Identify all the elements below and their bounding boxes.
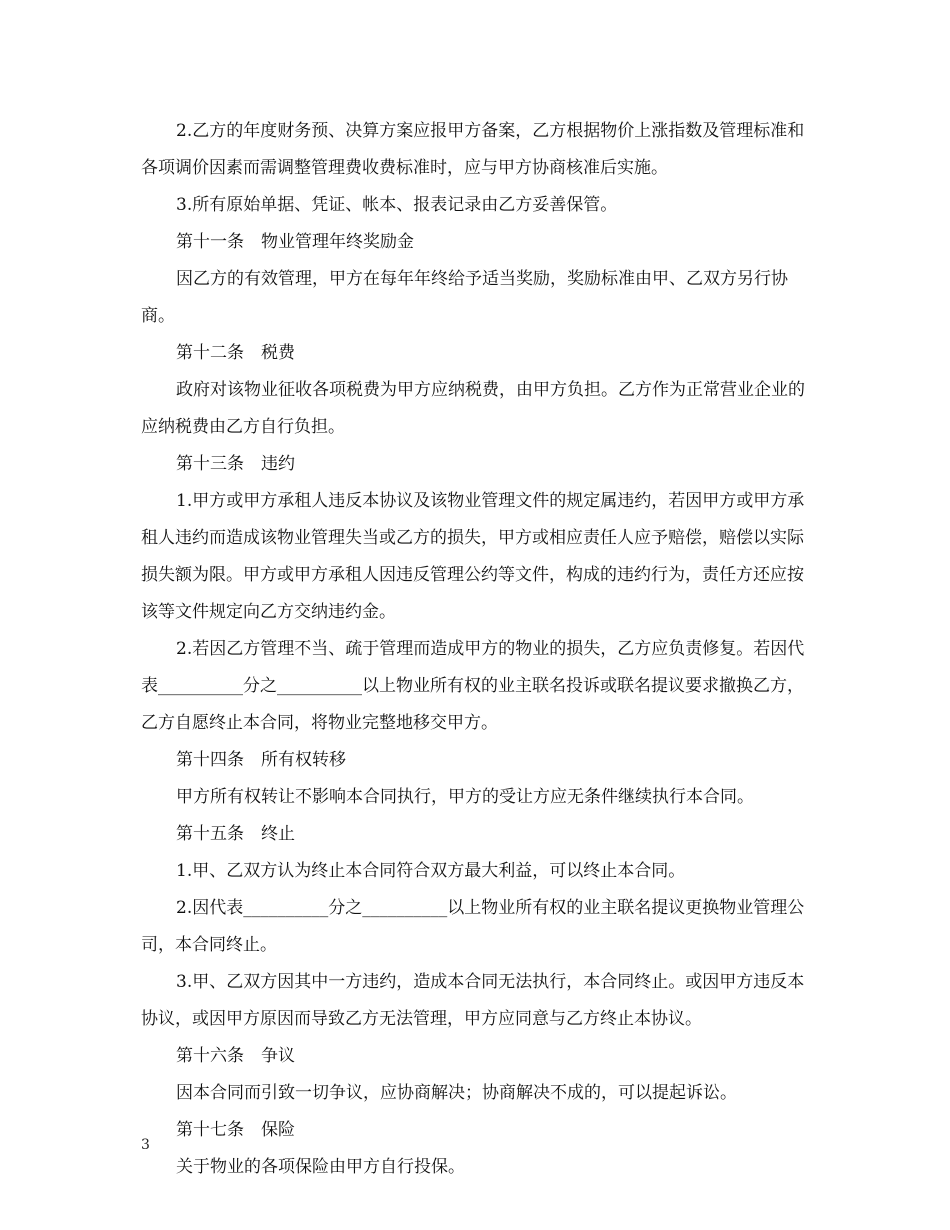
paragraph-15-1: 1.甲、乙双方认为终止本合同符合双方最大利益，可以终止本合同。	[176, 861, 686, 881]
article-13-heading: 第十三条 违约	[176, 454, 295, 474]
paragraph-14-body: 甲方所有权转让不影响本合同执行，甲方的受让方应无条件继续执行本合同。	[176, 787, 754, 807]
paragraph-13-1: 1.甲方或甲方承租人违反本协议及该物业管理文件的规定属违约，若因甲方或甲方承租人违约而造成该物业管理失当或乙方的损失，甲方或相应责任人应予赔偿，赔偿以实际损失额为限。甲方或甲方承租人因违反管理公约等文件，构成的违约行为，责任方还应按该等文件规定向乙方交纳违约金。	[141, 491, 805, 622]
article-15-heading: 第十五条 终止	[176, 824, 295, 844]
paragraph-12-body: 政府对该物业征收各项税费为甲方应纳税费，由甲方负担。乙方作为正常营业企业的应纳税费由乙方自行负担。	[141, 380, 805, 437]
paragraph-11-body: 因乙方的有效管理，甲方在每年年终给予适当奖励，奖励标准由甲、乙双方另行协商。	[141, 269, 788, 326]
article-17-heading: 第十七条 保险	[176, 1120, 295, 1140]
document-body	[141, 113, 813, 1186]
paragraph-10-2: 2.乙方的年度财务预、决算方案应报甲方备案，乙方根据物价上涨指数及管理标准和各项调价因素而需调整管理费收费标准时，应与甲方协商核准后实施。	[141, 121, 805, 178]
article-11-heading: 第十一条 物业管理年终奖励金	[176, 232, 414, 252]
paragraph-15-3: 3.甲、乙双方因其中一方违约，造成本合同无法执行，本合同终止。或因甲方违反本协议，或因甲方原因而导致乙方无法管理，甲方应同意与乙方终止本协议。	[141, 972, 805, 1029]
paragraph-10-3: 3.所有原始单据、凭证、帐本、报表记录由乙方妥善保管。	[176, 195, 618, 215]
article-12-heading: 第十二条 税费	[176, 343, 295, 363]
page-number: 3	[141, 1137, 150, 1153]
paragraph-13-2: 2.若因乙方管理不当、疏于管理而造成甲方的物业的损失，乙方应负责修复。若因代表__________分之__________以上物业所有权的业主联名投诉或联名提议要求撤换乙方，乙方自愿终止本合同，将物业完整地移交甲方。	[141, 639, 805, 733]
paragraph-17-body: 关于物业的各项保险由甲方自行投保。	[176, 1157, 465, 1177]
paragraph-16-body: 因本合同而引致一切争议，应协商解决；协商解决不成的，可以提起诉讼。	[176, 1083, 737, 1103]
article-16-heading: 第十六条 争议	[176, 1046, 295, 1066]
article-14-heading: 第十四条 所有权转移	[176, 750, 346, 770]
paragraph-15-2: 2.因代表__________分之__________以上物业所有权的业主联名提议更换物业管理公司，本合同终止。	[141, 898, 805, 955]
